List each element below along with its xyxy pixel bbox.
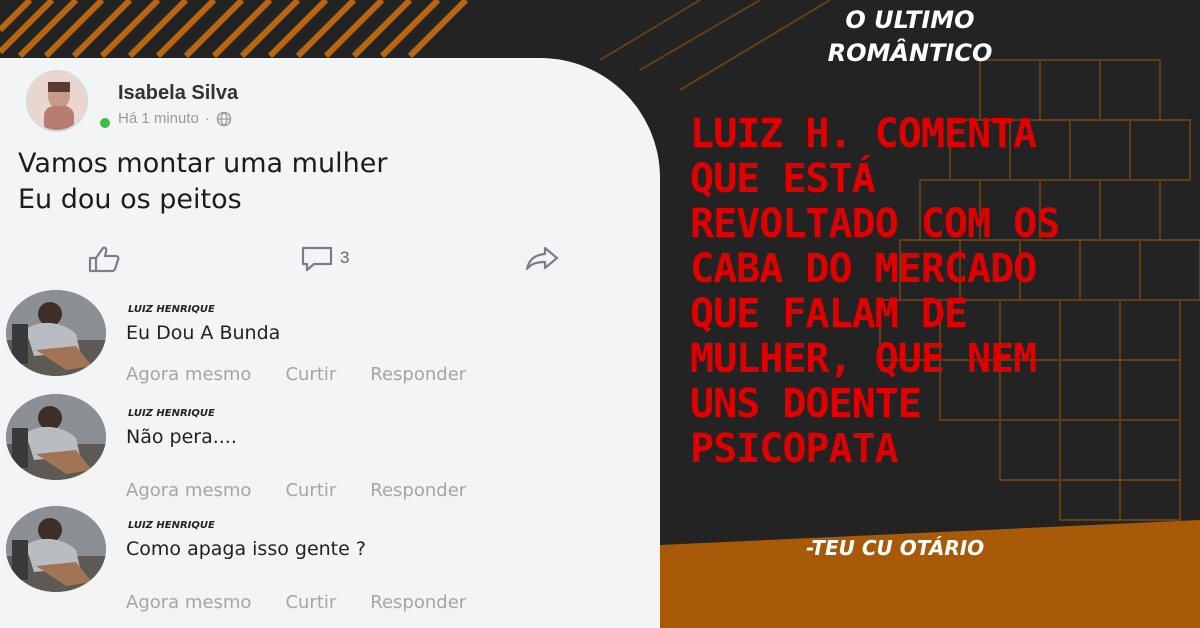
comment-text: Eu Dou A Bunda [126, 322, 281, 344]
comment-icon [300, 244, 334, 272]
headline-line: CABA DO MERCADO [690, 246, 1037, 292]
comment-reply-link[interactable]: Responder [370, 364, 467, 385]
comment-item [0, 394, 620, 501]
comment-time: Agora mesmo [126, 592, 252, 613]
comment-count: 3 [340, 248, 350, 267]
signature: -TEU CU OTÁRIO [806, 536, 985, 560]
post-actions [0, 244, 620, 278]
post-body [18, 146, 387, 218]
headline-line: QUE ESTÁ [690, 156, 875, 202]
post-text-line-2: Eu dou os peitos [18, 184, 242, 215]
headline-line: MULHER, QUE NEM [690, 336, 1037, 382]
headline-line: REVOLTADO COM OS [690, 201, 1060, 247]
comment-time: Agora mesmo [126, 364, 252, 385]
headline-title [780, 4, 1040, 70]
comment-reply-link[interactable]: Responder [370, 592, 467, 613]
comment-like-link[interactable]: Curtir [285, 480, 337, 501]
commenter-photo [6, 394, 106, 480]
headline-title-line-1: O ULTIMO [845, 6, 975, 34]
headline-title-line-2: ROMÂNTICO [827, 39, 993, 67]
commenter-avatar[interactable] [6, 394, 106, 480]
share-button[interactable] [524, 244, 560, 272]
like-icon [86, 244, 124, 274]
headline-line: LUIZ H. COMENTA [690, 111, 1037, 157]
author-avatar[interactable] [14, 70, 98, 126]
author-photo [28, 72, 88, 132]
headline-body [690, 112, 1200, 472]
comment-button[interactable] [300, 244, 349, 272]
post-card [0, 58, 660, 628]
comment-like-link[interactable]: Curtir [285, 364, 337, 385]
comment-item [0, 506, 620, 613]
comment-item [0, 290, 620, 390]
commenter-avatar[interactable] [6, 290, 106, 376]
headline-line: QUE FALAM DE [690, 291, 967, 337]
post-meta [118, 110, 232, 127]
commenter-name[interactable]: LUIZ HENRIQUE [128, 408, 215, 419]
headline-line: UNS DOENTE [690, 381, 921, 427]
globe-icon [216, 111, 232, 127]
commenter-avatar[interactable] [6, 506, 106, 592]
commenter-name[interactable]: LUIZ HENRIQUE [128, 520, 215, 531]
commenter-photo [6, 506, 106, 592]
comment-footer [126, 592, 466, 613]
post-header [14, 70, 414, 130]
comment-footer [126, 364, 466, 385]
comment-text: Como apaga isso gente ? [126, 538, 366, 560]
comment-footer [126, 480, 466, 501]
comment-text: Não pera.... [126, 426, 237, 448]
like-button[interactable] [86, 244, 124, 274]
commenter-name[interactable]: LUIZ HENRIQUE [128, 304, 215, 315]
post-time[interactable]: Há 1 minuto [118, 110, 199, 127]
post-text-line-1: Vamos montar uma mulher [18, 148, 388, 179]
share-icon [524, 244, 560, 272]
comment-reply-link[interactable]: Responder [370, 480, 467, 501]
comment-like-link[interactable]: Curtir [285, 592, 337, 613]
commenter-photo [6, 290, 106, 376]
headline-line: PSICOPATA [690, 426, 898, 472]
comment-time: Agora mesmo [126, 480, 252, 501]
post-author-name[interactable]: Isabela Silva [118, 82, 239, 104]
online-status-dot [98, 116, 112, 130]
meta-separator: · [204, 110, 210, 127]
